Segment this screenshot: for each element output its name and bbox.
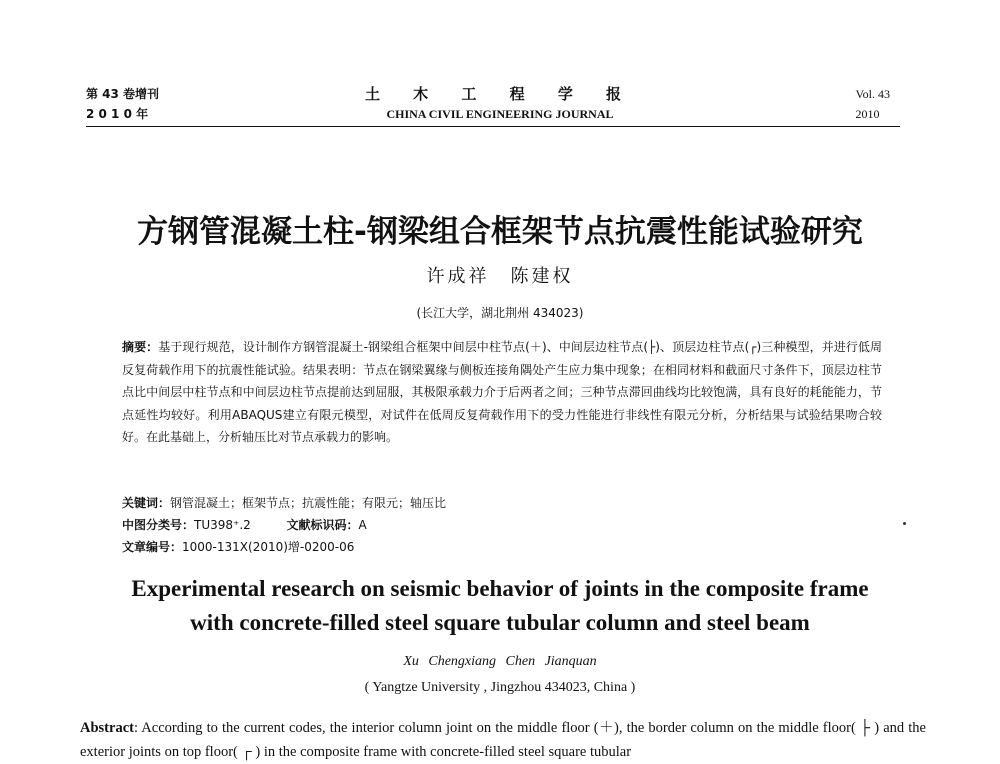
clc-value: TU398⁺.2 <box>194 518 251 532</box>
title-en-line1: Experimental research on seismic behavior of joints in the composite frame <box>131 576 869 601</box>
year-cn: 2 0 1 0 年 <box>86 107 149 121</box>
abstract-label-cn: 摘要： <box>122 340 159 354</box>
journal-name-cn: 土 木 工 程 学 报 <box>364 85 636 103</box>
doc-code-value: A <box>358 518 367 532</box>
title-en <box>0 572 1000 640</box>
header-rule <box>86 126 900 127</box>
year-en: 2010 <box>855 107 880 121</box>
journal-name-en: CHINA CIVIL ENGINEERING JOURNAL <box>386 107 614 121</box>
article-number-line <box>122 538 354 555</box>
affiliation-en: ( Yangtze University , Jingzhou 434023, China ) <box>364 680 636 695</box>
stray-dot <box>903 522 906 525</box>
title-en-line2: with concrete-filled steel square tubular column and steel beam <box>190 610 810 635</box>
header-center <box>0 84 1000 124</box>
article-no-label: 文章编号： <box>122 540 183 554</box>
article-no-value: 1000-131X(2010)增-0200-06 <box>182 540 355 554</box>
abstract-label-en: Abstract <box>80 720 134 736</box>
volume-en: Vol. 43 <box>855 87 890 101</box>
classification-line <box>122 516 367 533</box>
affiliation-cn: (长江大学，湖北荆州 434023) <box>416 306 584 320</box>
header-right <box>856 84 890 124</box>
abstract-text-en: : According to the current codes, the interior column joint on the middle floor (＋), the border column on the middle floor( ├ ) and the exterior joints on top floor( ┌ ) in the composite frame with concrete-filled steel square tubular <box>80 720 926 760</box>
authors-en: Xu Chengxiang Chen Jianquan <box>403 654 597 669</box>
keywords-line <box>122 494 446 511</box>
doc-code-label: 文献标识码： <box>286 518 359 532</box>
keywords-text: 钢管混凝土；框架节点；抗震性能；有限元；轴压比 <box>170 496 447 510</box>
abstract-en <box>80 716 926 764</box>
keywords-label: 关键词： <box>122 496 171 510</box>
abstract-text-cn: 基于现行规范，设计制作方钢管混凝土-钢梁组合框架中间层中柱节点(＋)、中间层边柱节点(├)、顶层边柱节点(┌)三种模型，并进行低周反复荷载作用下的抗震性能试验。结果表明：节点在钢梁翼缘与侧板连接角隅处产生应力集中现象；在相同材料和截面尺寸条件下，顶层边柱节点比中间层中柱节点和中间层边柱节点提前达到屈服，其极限承载力介于后两者之间；三种节点滞回曲线均比较饱满，具有良好的耗能能力，节点延性均较好。利用ABAQUS建立有限元模型，对试件在低周反复荷载作用下的受力性能进行非线性有限元分析，分析结果与试验结果吻合较好。在此基础上，分析轴压比对节点承载力的影响。 <box>122 340 882 445</box>
volume-issue-cn: 第 43 卷增刊 <box>86 87 160 101</box>
clc-label: 中图分类号： <box>122 518 195 532</box>
title-cn: 方钢管混凝土柱-钢梁组合框架节点抗震性能试验研究 <box>137 214 863 250</box>
abstract-cn <box>122 336 882 449</box>
authors-cn: 许成祥 陈建权 <box>426 266 574 287</box>
